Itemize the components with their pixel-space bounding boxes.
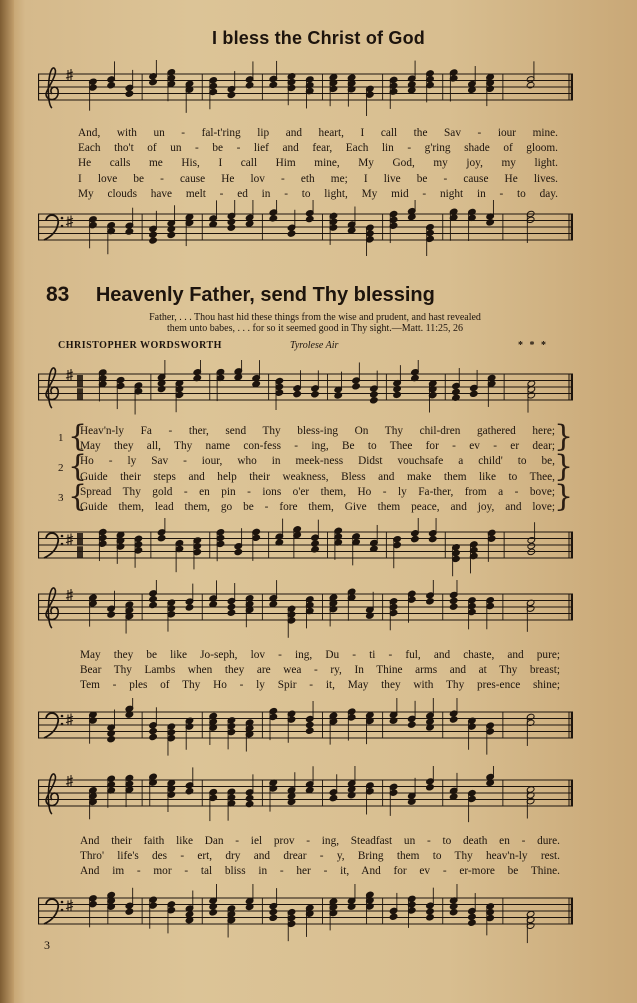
note-head <box>334 392 343 399</box>
note-head <box>209 903 218 910</box>
time-signature-mark <box>77 375 83 387</box>
note-head <box>167 225 176 232</box>
system3-lyrics <box>80 834 560 880</box>
note-head <box>245 800 254 807</box>
note-head <box>486 219 495 226</box>
top-hymn-lyrics <box>78 126 558 202</box>
note-head <box>227 603 236 610</box>
time-signature-mark <box>77 533 83 545</box>
brace-icon: { <box>68 419 88 454</box>
note-head <box>305 215 314 222</box>
treble-staff <box>38 60 573 116</box>
scripture-reference <box>40 312 590 334</box>
sharp-icon <box>66 369 73 381</box>
note-head <box>449 716 458 723</box>
note-head <box>287 230 296 237</box>
note-head <box>185 604 194 611</box>
bass-clef-dot <box>61 225 64 228</box>
bass-staff <box>38 698 573 758</box>
note-head <box>269 600 278 607</box>
brace-icon: } <box>554 479 574 514</box>
bass-clef-dot <box>61 543 64 546</box>
top-hymn-title: I bless the Christ of God <box>211 28 426 48</box>
lyric-line: Thro' life's des - ert, dry and drear - y, Bring them to Thy heav'n-ly rest. <box>80 850 560 863</box>
note-head <box>305 727 314 734</box>
hymn-title: Heavenly Father, send Thy blessing <box>95 284 435 306</box>
note-head <box>411 535 420 542</box>
lyric-line: And their faith like Dan - iel prov - ing, Steadfast un - to death en - dure. <box>80 835 560 847</box>
sharp-icon <box>66 775 73 787</box>
note-head <box>157 535 166 542</box>
bass-clef-dot <box>61 715 64 718</box>
note-head <box>527 542 536 549</box>
note-head <box>449 603 458 610</box>
brace-icon: } <box>554 449 574 484</box>
lyric-line: And, with un - fal-t'ring lip and heart, I call the Sav - iour mine. <box>78 127 558 139</box>
note-head <box>426 598 435 605</box>
note-head <box>449 597 458 604</box>
note-head <box>227 224 236 231</box>
note-head <box>347 227 356 234</box>
note-head <box>329 794 338 801</box>
lyric-line: And im - mor - tal bliss in - her - it, And for ev - er-more be Thine. <box>80 865 560 878</box>
verse-lines <box>80 424 555 515</box>
lyric-line: Tem - ples of Thy Ho - ly Spir - it, May they with Thy pres-ence shine; <box>80 679 560 692</box>
scripture-line: Father, . . . Thou hast hid these things from the wise and prudent, and hast revealed <box>149 312 481 323</box>
note-head <box>107 736 116 743</box>
note-head <box>227 609 236 616</box>
note-head <box>125 228 134 235</box>
note-head <box>393 385 402 392</box>
note-head <box>149 237 158 244</box>
treble-staff <box>38 766 573 826</box>
note-head <box>269 914 278 921</box>
lyric-line: Bear Thy Lambs when they are wea - ry, In Thine arms and at Thy breast; <box>80 664 560 677</box>
bass-clef-dot <box>61 909 64 912</box>
system2-lyrics <box>80 648 560 694</box>
note-head <box>149 595 158 602</box>
note-head <box>234 374 243 381</box>
brace-icon: { <box>68 479 88 514</box>
treble-staff <box>38 580 573 640</box>
note-head <box>245 82 254 89</box>
note-head <box>452 388 461 395</box>
note-head <box>107 611 116 618</box>
lyric-line: Guide them, lead them, go be - fore them, Give them peace, and joy, and love; <box>80 501 555 514</box>
note-head <box>370 391 379 398</box>
hymn-header <box>46 283 586 307</box>
bass-clef-dot <box>61 901 64 904</box>
lyric-line: May they all, Thy name con-fess - ing, Be to Thee for - ev - er dear; <box>80 440 555 453</box>
note-head <box>426 784 435 791</box>
bass-clef-dot <box>61 217 64 220</box>
note-head <box>293 390 302 397</box>
lyric-line: He calls me His, I call Him mine, My God, my joy, my light. <box>78 157 558 170</box>
lyric-line: Ho - ly Sav - iour, who in meek-ness Didst vouchsafe a child' to be, <box>80 455 555 468</box>
note-head <box>167 231 176 238</box>
verse-number: 3 <box>58 492 64 504</box>
note-head <box>408 721 417 728</box>
note-head <box>107 730 116 737</box>
note-head <box>157 385 166 392</box>
note-head <box>305 721 314 728</box>
note-head <box>426 908 435 915</box>
bass-clef-icon <box>44 215 58 240</box>
bass-staff <box>38 518 573 578</box>
note-head <box>234 548 243 555</box>
verse-number: 2 <box>58 462 64 474</box>
note-head <box>449 903 458 910</box>
bass-clef-dot <box>61 723 64 726</box>
note-head <box>389 913 398 920</box>
note-head <box>149 601 158 608</box>
note-head <box>149 231 158 238</box>
note-head <box>209 909 218 916</box>
tune-name: Tyrolese Air <box>290 340 339 351</box>
note-head <box>149 78 158 85</box>
brace-icon: { <box>68 449 88 484</box>
sharp-icon <box>66 589 73 601</box>
note-head <box>426 914 435 921</box>
brace-icon: } <box>554 419 574 454</box>
note-head <box>468 919 477 926</box>
note-head <box>428 535 437 542</box>
note-head <box>287 792 296 799</box>
note-head <box>125 908 134 915</box>
lyric-line: May they be like Jo-seph, lov - ing, Du - ti - ful, and chaste, and pure; <box>80 649 560 661</box>
bass-staff <box>38 884 573 944</box>
note-head <box>149 727 158 734</box>
note-head <box>185 911 194 918</box>
author-name: CHRISTOPHER WORDSWORTH <box>58 340 222 351</box>
bass-clef-icon <box>44 899 58 924</box>
note-head <box>468 913 477 920</box>
lyric-line: Spread Thy gold - en pin - ions o'er them, Ho - ly Fa-ther, from a - bove; <box>80 485 555 498</box>
book-spine <box>0 0 14 1003</box>
note-head <box>125 90 134 97</box>
note-head <box>470 390 479 397</box>
sharp-icon <box>66 900 73 912</box>
note-head <box>408 87 417 94</box>
meter-marks: * * * <box>518 340 548 351</box>
note-head <box>393 391 402 398</box>
lyric-line: Guide their steps and help their weakness, Bless and make them like to Thee, <box>80 470 555 483</box>
scripture-line: them unto babes, . . . for so it seemed good in Thy sight.—Matt. 11:25, 26 <box>166 323 464 334</box>
time-signature-mark <box>77 388 83 400</box>
treble-staff <box>38 360 573 420</box>
note-head <box>370 397 379 404</box>
sharp-icon <box>66 216 73 228</box>
bass-clef-dot <box>61 535 64 538</box>
bass-clef-icon <box>44 533 58 558</box>
lyric-line: My clouds have melt - ed in - to light, My mid - night in - to day. <box>78 187 558 200</box>
note-head <box>227 91 236 98</box>
note-head <box>252 380 261 387</box>
bass-staff <box>38 200 573 256</box>
note-head <box>311 391 320 398</box>
page-number: 3 <box>44 938 50 952</box>
time-signature-mark <box>77 546 83 558</box>
note-head <box>526 81 535 88</box>
lyric-line: I love be - cause He lov - eth me; I live be - cause He lives. <box>78 172 558 185</box>
note-head <box>149 733 158 740</box>
lyric-line: Each tho't of un - be - lief and fear, Each lin - g'ring shade of gloom. <box>78 142 558 155</box>
note-head <box>449 909 458 916</box>
verse-number: 1 <box>58 432 64 444</box>
note-head <box>185 788 194 795</box>
note-head <box>352 383 361 390</box>
sharp-icon <box>66 534 73 546</box>
note-head <box>269 908 278 915</box>
note-head <box>245 795 254 802</box>
note-head <box>311 540 320 547</box>
note-head <box>245 220 254 227</box>
sharp-icon <box>66 69 73 81</box>
hymn-number: 83 <box>46 283 70 306</box>
sharp-icon <box>66 714 73 726</box>
lyric-line: Heav'n-ly Fa - ther, send Thy bless-ing On Thy chil-dren gathered here; <box>80 425 555 437</box>
note-head <box>227 218 236 225</box>
note-head <box>426 718 435 725</box>
note-head <box>107 82 116 89</box>
bass-clef-icon <box>44 713 58 738</box>
